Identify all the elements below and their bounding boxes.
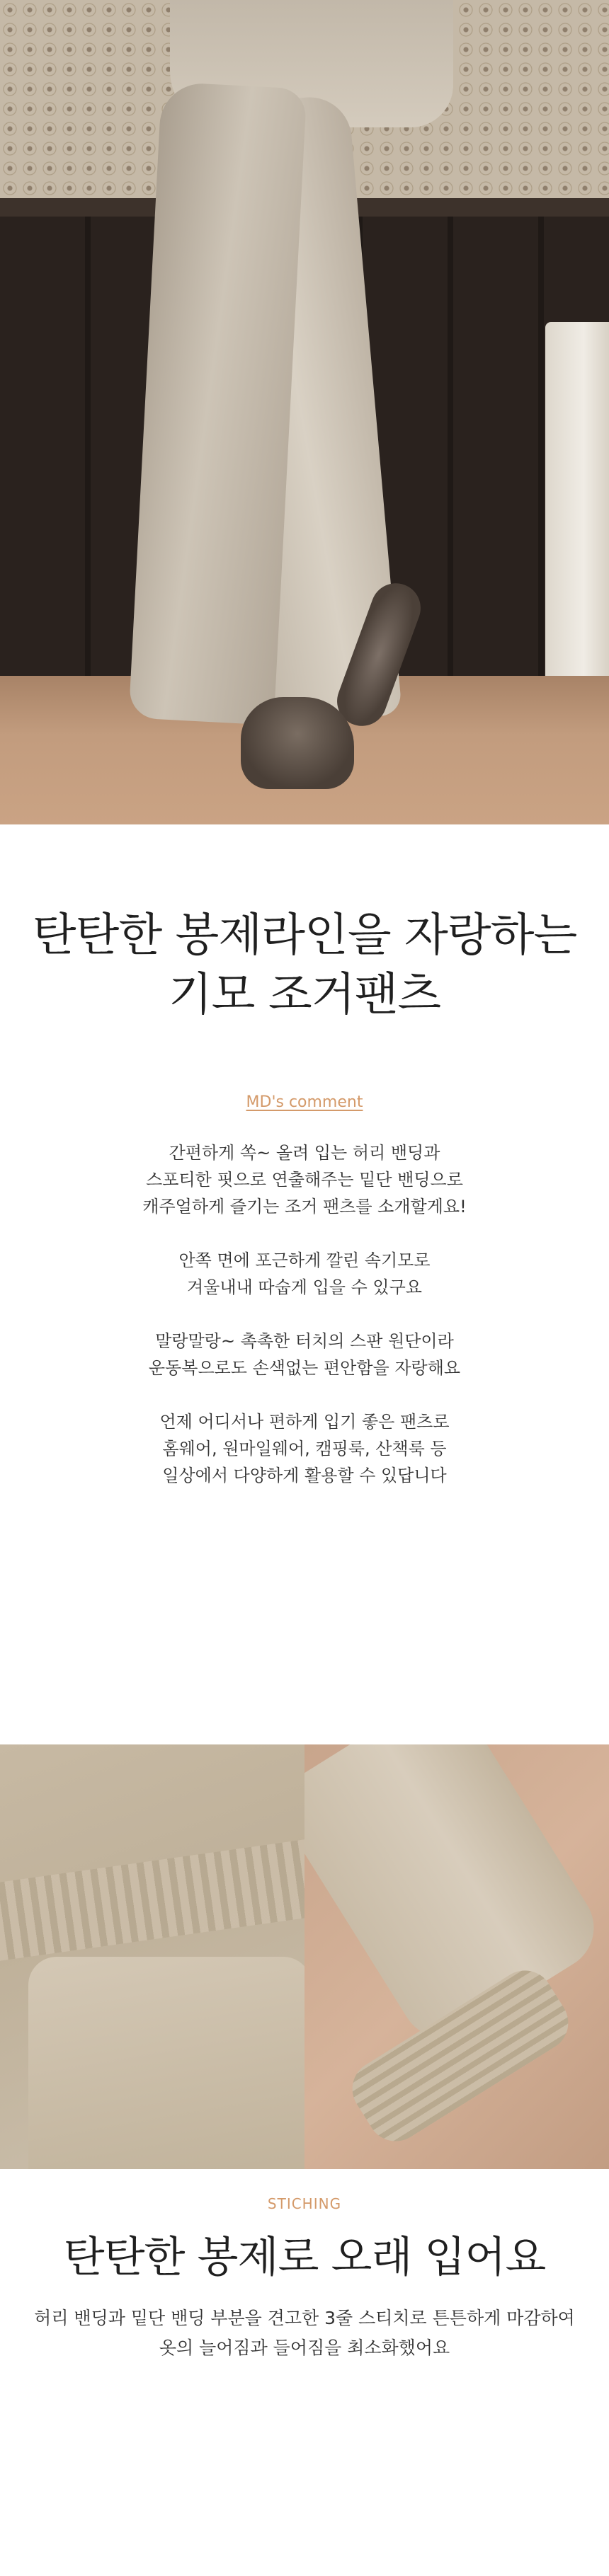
md-comment-body — [0, 1139, 609, 1516]
md-paragraph — [0, 1408, 609, 1489]
product-headline — [0, 906, 609, 1025]
headline-line-1: 탄탄한 봉제라인을 자랑하는 — [32, 909, 577, 962]
md-line: 간편하게 쏙~ 올려 입는 허리 밴딩과 — [169, 1143, 440, 1163]
md-line: 겨울내내 따숩게 입을 수 있구요 — [187, 1277, 422, 1297]
md-line: 언제 어디서나 편하게 입기 좋은 팬츠로 — [159, 1412, 450, 1432]
white-cabinet — [545, 322, 609, 676]
hero-product-photo — [0, 0, 609, 824]
pants-fabric — [28, 1957, 304, 2169]
waistband — [0, 1839, 304, 1962]
md-line: 일상에서 다양하게 활용할 수 있답니다 — [162, 1466, 447, 1485]
md-line: 캐주얼하게 즐기는 조거 팬츠를 소개할게요! — [142, 1197, 467, 1217]
md-line: 홈웨어, 원마일웨어, 캠핑룩, 산책룩 등 — [162, 1439, 447, 1459]
stitching-body — [0, 2304, 609, 2363]
cuff-detail-photo — [304, 1744, 609, 2169]
stitching-label: STICHING — [267, 2195, 342, 2212]
md-line: 안쪽 면에 포근하게 깔린 속기모로 — [178, 1250, 431, 1270]
md-paragraph — [0, 1328, 609, 1381]
md-line: 스포티한 핏으로 연출해주는 밑단 밴딩으로 — [146, 1170, 463, 1190]
headline-line-2: 기모 조거팬츠 — [168, 969, 441, 1021]
md-comment-label: MD's comment — [246, 1093, 363, 1111]
md-paragraph — [0, 1247, 609, 1301]
stitching-title: 탄탄한 봉제로 오래 입어요 — [63, 2233, 546, 2282]
stitching-line-2: 옷의 늘어짐과 들어짐을 최소화했어요 — [159, 2338, 450, 2358]
md-line: 운동복으로도 손색없는 편안함을 자랑해요 — [148, 1358, 461, 1378]
waistband-detail-photo — [0, 1744, 304, 2169]
stitching-line-1: 허리 밴딩과 밑단 밴딩 부분을 견고한 3줄 스티치로 튼튼하게 마감하여 — [34, 2308, 575, 2328]
md-paragraph — [0, 1139, 609, 1220]
slipper-left — [241, 697, 354, 789]
md-line: 말랑말랑~ 촉촉한 터치의 스판 원단이라 — [155, 1331, 454, 1351]
